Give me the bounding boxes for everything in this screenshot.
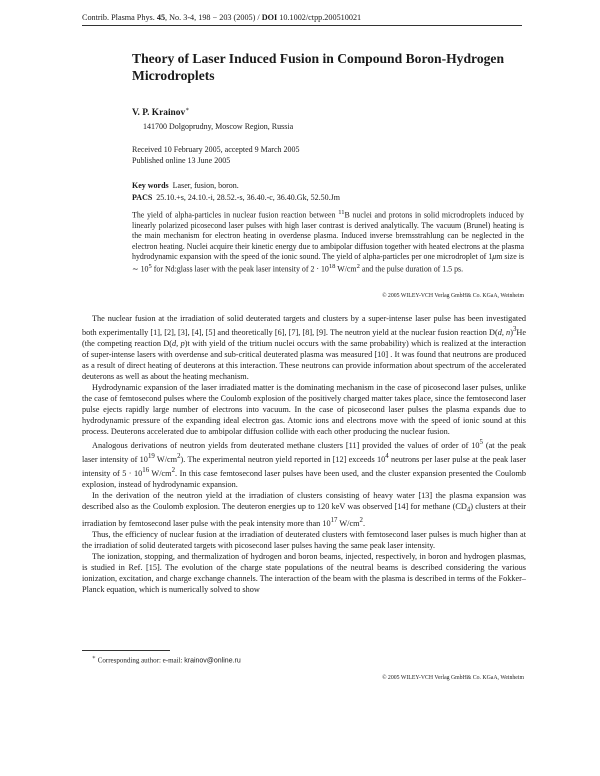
mu-symbol: μ <box>492 251 497 261</box>
text: ) clusters at their irradiation by femtosecond laser pulse with the peak intensity more than 10 <box>82 501 526 529</box>
superscript: 2 <box>356 263 360 271</box>
keywords: Laser, fusion, boron. <box>172 181 239 190</box>
abstract <box>132 208 524 275</box>
superscript: 5 <box>479 439 483 447</box>
superscript: 11 <box>338 209 345 216</box>
author <box>132 106 189 118</box>
published-date: Published online 13 June 2005 <box>132 156 231 166</box>
text: W/cm <box>149 468 172 478</box>
paragraph: The ionization, stopping, and thermalization of hydrogen and boron beams, injected, respectively, in boron and hydrogen plasmas, is studied in Ref. [15]. The evolution of the charge state populations of the neutral beams is described considering the various ionization, excitation, and charge exchange channels. The interaction of the beam with the plasma is described in terms of the Fokker–Planck equation, which is numerically solved to show <box>82 552 526 595</box>
dates <box>132 144 300 166</box>
copyright-notice-footer: © 2005 WILEY-VCH Verlag GmbH& Co. KGaA, Weinheim <box>382 675 524 681</box>
text: ). The experimental neutron yield reported in [12] exceeds 10 <box>180 454 386 464</box>
doi-value[interactable]: 10.1002/ctpp.200510021 <box>277 13 362 22</box>
running-head <box>82 13 522 26</box>
math-d-n: d, n <box>497 327 511 337</box>
text: )t with yield of the tritium nuclei occurs with the same probability) which is realized at the interaction of super-intense lasers with overdense and sub-critical deuterated plasma was measured [10] . It was found that neutrons are produced as a result of direct heating of deuterons at this interaction. These neutrons can provide information about spectrum of the accelerated deuterons as well as about the heating mechanism. <box>82 338 526 381</box>
abstract-text: m size is <box>496 251 524 261</box>
text: Analogous derivations of neutron yields from deuterated methane clusters [11] provided the values of order of 10 <box>92 441 480 451</box>
paragraph <box>82 490 526 530</box>
abstract-text: B nuclei and protons in solid microdroplets induced by linearly polarized picosecond laser pulses with high laser contrast is derived analytically. The vacuum (Brunel) heating is the main mechanism for electron heating in overdense plasma. Induced inverse bremsstrahlung can be neglected in the electron heating. Nuclei acquire their kinetic energy due to ambipolar diffusion together with heated electrons at the plasma hydrodynamic expansion with the speed of the ionic sound. The yield of alpha-particles per one microdroplet of 1 <box>132 210 524 261</box>
footnote <box>92 655 241 664</box>
footnote-text: Corresponding author: e-mail: <box>95 656 185 665</box>
journal-volume: 45 <box>156 13 166 22</box>
text: neutrons per laser pulse at the peak laser intensity of 5 · 10 <box>82 454 526 478</box>
superscript: 3 <box>512 326 517 334</box>
author-name: V. P. Krainov <box>132 108 186 119</box>
superscript: 19 <box>147 453 155 461</box>
pacs-codes: 25.10.+s, 24.10.-i, 28.52.-s, 36.40.-c, 36.40.Gk, 52.50.Jm <box>156 192 340 202</box>
superscript: 2 <box>171 466 176 474</box>
affiliation: 141700 Dolgoprudny, Moscow Region, Russia <box>143 122 294 131</box>
text: The nuclear fusion at the irradiation of solid deuterated targets and clusters by a super-intense laser pulse has been investigated both experimentally [1], [2], [3], [4], [5] and theoretically [6], [7], [8], [9]. The neutron yield at the nuclear fusion reaction D( <box>82 314 526 337</box>
text: W/cm <box>337 519 360 529</box>
author-footnote-mark: ∗ <box>185 107 190 113</box>
math-d-p: d, p <box>172 338 185 348</box>
paragraph: Thus, the efficiency of nuclear fusion at the irradiation of deuterated clusters with femtosecond laser pulses is much higher than at the irradiation of solid deuterated targets with picosecond laser pulses having the same peak laser intensity. <box>82 530 526 551</box>
superscript: 16 <box>142 466 150 474</box>
paper-title: Theory of Laser Induced Fusion in Compound Boron-Hydrogen Microdroplets <box>132 51 505 83</box>
abstract-text: 10 <box>138 264 149 274</box>
body-text <box>82 313 526 596</box>
text: W/cm <box>154 454 178 464</box>
subscript: 4 <box>466 506 471 514</box>
text: He (the competing reaction D( <box>82 327 526 348</box>
issue-pages: , No. 3-4, 198 − 203 (2005) / <box>165 13 262 22</box>
superscript: 17 <box>330 517 338 525</box>
footnote-rule <box>82 650 170 651</box>
pacs-label: PACS <box>132 192 153 202</box>
abstract-text: The yield of alpha-particles in nuclear fusion reaction between <box>132 210 339 220</box>
text: . <box>362 519 366 529</box>
superscript: 18 <box>328 263 336 271</box>
superscript: 2 <box>359 517 363 525</box>
author-email-link[interactable]: krainov@online.ru <box>184 657 241 665</box>
text: In the derivation of the neutron yield at the irradiation of clusters consisting of heavy water [13] the plasma expansion was described also as the Coulomb explosion. The deuteron energies up to 120 keV was observed [14] for methane (CD <box>82 490 526 511</box>
journal-name: Contrib. Plasma Phys. <box>82 13 155 22</box>
superscript: 2 <box>177 453 181 461</box>
superscript: 4 <box>385 453 389 461</box>
paragraph: Hydrodynamic expansion of the laser irradiated matter is the dominating mechanism in the case of picosecond laser pulses, unlike the case of femtosecond pulses where the Coulomb explosion of the positively charged matter takes place, since the femtosecond laser pulse ejects rapidly large number of electrons into vacuum. In the case of picosecond laser pulses the plasma expands due to hydrodynamic pressure of the expanding ideal electron gas. Atomic ions and electrons move with the speed of ionic sound at this process. Deuterons accelerated due to ambipolar diffusion collide with each other producing the nuclear fusion. <box>82 383 526 437</box>
superscript: 5 <box>148 263 152 271</box>
doi-label: DOI <box>261 13 278 22</box>
keywords-block <box>132 180 532 203</box>
text: (at the peak laser intensity of 10 <box>82 441 526 464</box>
abstract-text: and the pulse duration of 1.5 ps. <box>359 264 464 274</box>
copyright-notice: © 2005 WILEY-VCH Verlag GmbH& Co. KGaA, Weinheim <box>382 293 524 299</box>
received-date: Received 10 February 2005, accepted 9 March 2005 <box>132 145 300 154</box>
keywords-label: Key words <box>132 181 169 190</box>
paragraph <box>82 313 526 382</box>
text: . In this case femtosecond laser pulses have been used, and the cluster expansion presented the Coulomb explosion, instead of hydrodynamic expansion. <box>82 468 526 489</box>
abstract-text: W/cm <box>335 264 357 274</box>
paragraph <box>82 437 526 489</box>
text: ) <box>510 327 513 337</box>
abstract-text: for Nd:glass laser with the peak laser intensity of 2 · 10 <box>151 264 329 274</box>
tilde-symbol: ∼ <box>132 264 139 274</box>
footnote-mark: ∗ <box>92 655 96 661</box>
